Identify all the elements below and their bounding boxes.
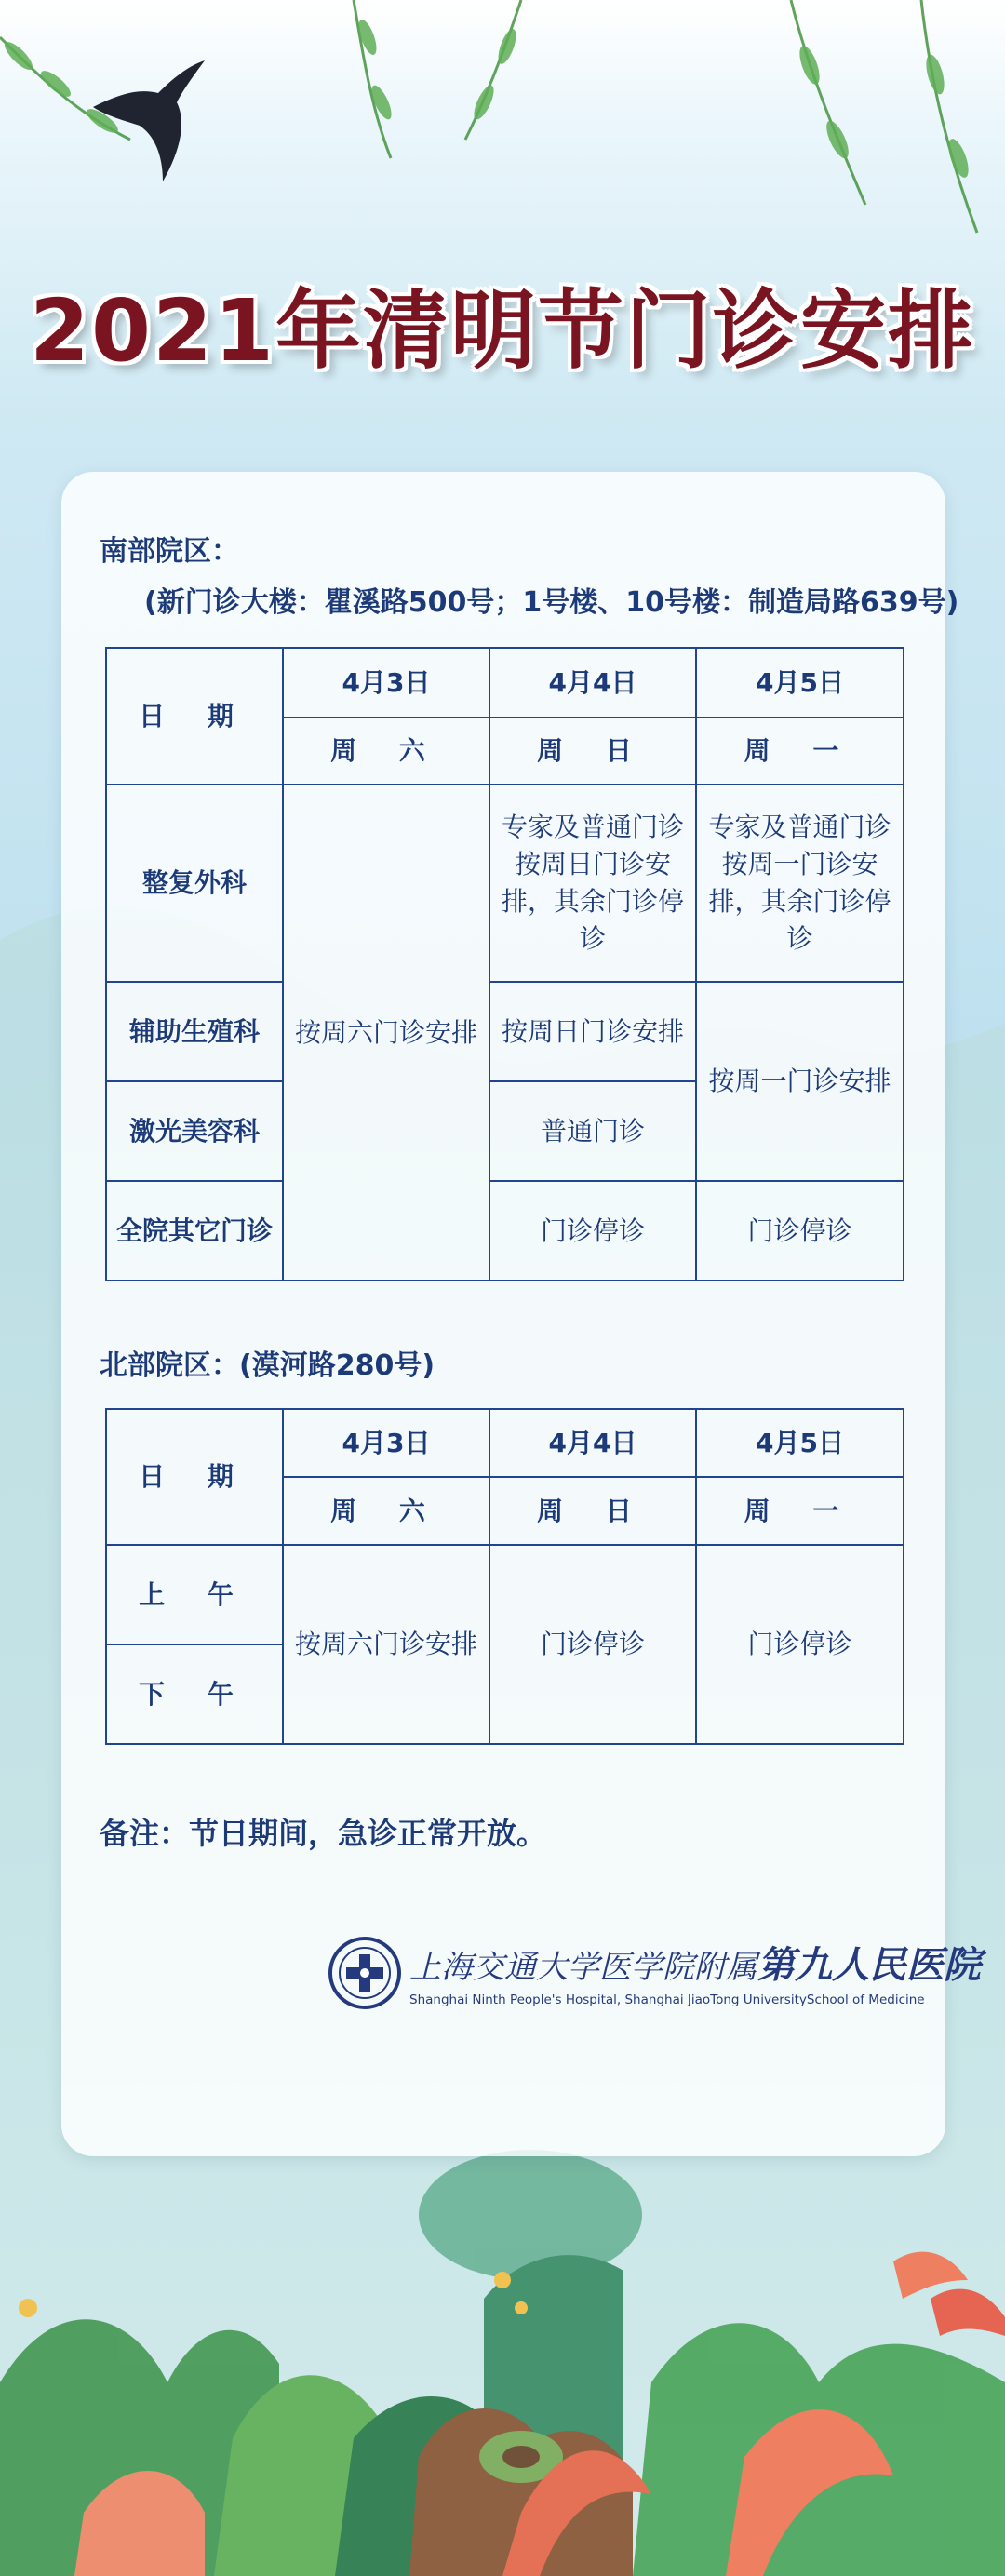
weekday-sat: 周 六 xyxy=(283,1477,489,1545)
dept-other: 全院其它门诊 xyxy=(106,1181,283,1281)
other-mon: 门诊停诊 xyxy=(696,1181,904,1281)
mon-merged-schedule: 按周一门诊安排 xyxy=(696,982,904,1181)
weekday-sat: 周 六 xyxy=(283,718,489,785)
date-apr3: 4月3日 xyxy=(283,648,489,718)
weekday-mon: 周 一 xyxy=(696,1477,904,1545)
dept-laser-cosmetic: 激光美容科 xyxy=(106,1081,283,1181)
laser-cosmetic-sun: 普通门诊 xyxy=(489,1081,696,1181)
hospital-emblem-icon xyxy=(328,1936,402,2010)
date-apr3: 4月3日 xyxy=(283,1409,489,1477)
date-apr4: 4月4日 xyxy=(489,648,696,718)
south-campus-label: 南部院区： xyxy=(100,535,239,568)
logo-affiliation: 上海交通大学医学院附属 xyxy=(409,1949,757,1986)
plastic-surgery-sun: 专家及普通门诊按周日门诊安排，其余门诊停诊 xyxy=(489,785,696,982)
page-title: 2021年清明节门诊安排 xyxy=(29,281,976,381)
north-sun-schedule: 门诊停诊 xyxy=(489,1545,696,1744)
date-apr4: 4月4日 xyxy=(489,1409,696,1477)
north-sat-schedule: 按周六门诊安排 xyxy=(283,1545,489,1744)
emergency-note: 备注：节日期间，急诊正常开放。 xyxy=(100,1816,547,1851)
reproductive-sun: 按周日门诊安排 xyxy=(489,982,696,1081)
dept-plastic-surgery: 整复外科 xyxy=(106,785,283,982)
date-header: 日 期 xyxy=(106,648,283,785)
logo-hospital-name: 第九人民医院 xyxy=(757,1943,981,1987)
weekday-mon: 周 一 xyxy=(696,718,904,785)
plastic-surgery-mon: 专家及普通门诊按周一门诊安排，其余门诊停诊 xyxy=(696,785,904,982)
north-campus-label: 北部院区：(漠河路280号) xyxy=(100,1349,436,1382)
dept-reproductive: 辅助生殖科 xyxy=(106,982,283,1081)
other-sun: 门诊停诊 xyxy=(489,1181,696,1281)
weekday-sun: 周 日 xyxy=(489,718,696,785)
south-schedule-table xyxy=(105,647,904,1281)
north-mon-schedule: 门诊停诊 xyxy=(696,1545,904,1744)
weekday-sun: 周 日 xyxy=(489,1477,696,1545)
period-morning: 上 午 xyxy=(106,1545,283,1644)
hospital-logo xyxy=(328,1936,981,2019)
north-schedule-table xyxy=(105,1408,904,1745)
date-apr5: 4月5日 xyxy=(696,1409,904,1477)
period-afternoon: 下 午 xyxy=(106,1644,283,1744)
sat-schedule: 按周六门诊安排 xyxy=(283,785,489,1281)
south-campus-address: (新门诊大楼：瞿溪路500号；1号楼、10号楼：制造局路639号) xyxy=(144,586,959,619)
date-header: 日 期 xyxy=(106,1409,283,1545)
logo-english-name: Shanghai Ninth People's Hospital, Shanghai JiaoTong UniversitySchool of Medicine xyxy=(409,1992,925,2007)
date-apr5: 4月5日 xyxy=(696,648,904,718)
